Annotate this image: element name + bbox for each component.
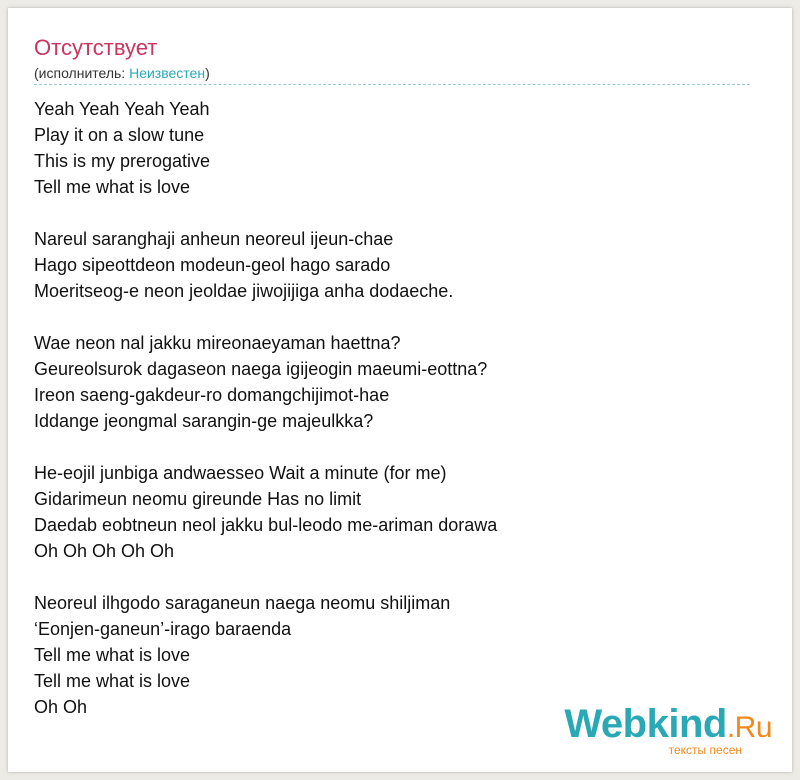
song-title: Отсутствует [34, 35, 158, 60]
artist-close-paren: ) [205, 65, 210, 81]
lyrics-line: Yeah Yeah Yeah Yeah [34, 99, 210, 119]
lyrics-stanza [34, 330, 760, 434]
artist-line [34, 64, 760, 82]
artist-label: исполнитель: [38, 65, 130, 81]
lyrics-line: Gidarimeun neomu gireunde Has no limit [34, 489, 362, 509]
header-divider [34, 84, 750, 85]
lyrics-line: ‘Eonjen-ganeun’-irago baraenda [34, 619, 292, 639]
lyrics-line: Wae neon nal jakku mireonaeyaman haettna? [34, 333, 401, 353]
site-logo[interactable] [564, 704, 772, 756]
logo-wordmark [564, 704, 772, 748]
artist-open-paren: ( [34, 65, 39, 81]
logo-brand: Webkind [564, 702, 727, 746]
lyrics-stanza [34, 590, 760, 720]
lyrics-line: Geureolsurok dagaseon naega igijeogin maeumi-eottna? [34, 359, 488, 379]
logo-tld: .Ru [726, 711, 772, 744]
lyrics-line: Tell me what is love [34, 177, 191, 197]
lyrics-line: Moeritseog-e neon jeoldae jiwojijiga anha dodaeche. [34, 281, 454, 301]
lyrics-stanza [34, 226, 760, 304]
logo-tagline: тексты песен [668, 743, 742, 757]
lyrics-line: Oh Oh Oh Oh Oh [34, 541, 175, 561]
lyrics-line: Play it on a slow tune [34, 125, 205, 145]
lyrics-line: Nareul saranghaji anheun neoreul ijeun-chae [34, 229, 394, 249]
song-header [34, 34, 760, 82]
lyrics-line: Tell me what is love [34, 671, 191, 691]
lyrics-stanza [34, 460, 760, 564]
lyrics-line: Daedab eobtneun neol jakku bul-leodo me-ariman dorawa [34, 515, 498, 535]
artist-link[interactable]: Неизвестен [129, 65, 206, 81]
lyrics-line: Neoreul ilhgodo saraganeun naega neomu shiljiman [34, 593, 451, 613]
lyrics-body [34, 96, 760, 746]
lyrics-stanza [34, 96, 760, 200]
lyrics-line: He-eojil junbiga andwaesseo Wait a minute (for me) [34, 463, 447, 483]
lyrics-line: This is my prerogative [34, 151, 211, 171]
lyrics-line: Tell me what is love [34, 645, 191, 665]
lyrics-line: Ireon saeng-gakdeur-ro domangchijimot-hae [34, 385, 390, 405]
lyrics-line: Iddange jeongmal sarangin-ge majeulkka? [34, 411, 374, 431]
lyrics-line: Hago sipeottdeon modeun-geol hago sarado [34, 255, 391, 275]
lyrics-line: Oh Oh [34, 697, 88, 717]
